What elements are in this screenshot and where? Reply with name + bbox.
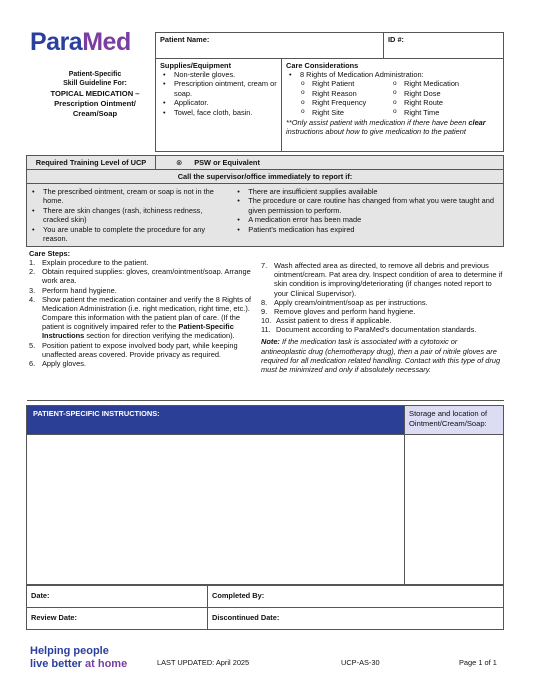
list-item: • 8 Rights of Medication Administration: [286,70,499,79]
care-step: 3. Perform hand hygiene. [29,285,117,295]
care-step: 9. Remove gloves and perform hand hygiene. [261,306,416,316]
instructions-section [26,405,504,585]
page-number: Page 1 of 1 [459,658,497,667]
report-item: • There are insufficient supplies available [234,187,501,196]
supplies-list [160,70,277,117]
tagline: Helping people live better at home [30,645,128,670]
report-item: • There are skin changes (rash, itchiness redness, cracked skin) [29,206,230,225]
supplies-section: Supplies/Equipment • Non-sterile gloves. • Prescription ointment, cream or soap. • Applicator. • Towel, face cloth, basin. [156,59,282,151]
report-item: • You are unable to complete the procedure for any reason. [29,225,230,244]
report-item: • The prescribed ointment, cream or soap is not in the home. [29,187,230,206]
training-label: Required Training Level of UCP [35,158,147,167]
guideline-title: Patient-Specific Skill Guideline For: TOPICAL MEDICATION – Prescription Ointment/ Cream/Soap [50,71,140,119]
right-item: o Right Reason [298,89,390,98]
list-item: • Applicator. [160,98,277,107]
right-item: o Right Frequency [298,98,390,107]
instructions-title: PATIENT-SPECIFIC INSTRUCTIONS: [33,409,160,418]
cytotoxic-note: Note: If the medication task is associated with a cytotoxic or antineoplastic drug (chemotherapy drug), then a pair of nitrile gloves are required for all medication related handling. Contact with this type of drug must be minimized and only if absolutely necessary. [261,337,501,375]
care-note: **Only assist patient with medication if there have been clear instructions about how to give medication to the patient [286,117,486,137]
right-item: o Right Dose [390,89,459,98]
signoff-table [26,585,504,630]
header-table [155,32,504,152]
care-step: 4. Show patient the medication container and verify the 8 Rights of Medication Administration (i.e. right medication, right time, etc.). Compare this information with the patient plan of care. (If the patient is cognitively impaired refer to the Patient-Specific Instructions section for direction verifying the medication). [29,294,252,341]
care-step: 8. Apply cream/ointment/soap as per instructions. [261,297,428,307]
right-item: o Right Patient [298,79,390,88]
list-item: • Non-sterile gloves. [160,70,277,79]
review-date-label: Review Date: [31,613,78,622]
care-step: 2. Obtain required supplies: gloves, cream/ointment/soap. Arrange work area. [29,267,251,286]
care-considerations-section: Care Considerations • 8 Rights of Medication Administration: o Right Patient o Right Reason o Right Frequency o Right Site o Right Medication o Right Dose o Right Route o Right Time **Only assist patient with medication if there have been clear instructions about how to give medication to the patient [282,59,503,151]
instructions-field[interactable] [31,438,399,580]
report-item: • Patient’s medication has expired [234,225,501,234]
patient-name-label: Patient Name: [160,35,210,44]
care-steps-title: Care Steps: [29,249,71,258]
care-steps-section [27,249,504,401]
right-item: o Right Time [390,108,459,117]
right-item: o Right Route [390,98,459,107]
care-step: 1. Explain procedure to the patient. [29,258,149,267]
training-report-table [26,155,504,247]
report-title: Call the supervisor/office immediately to report if: [177,172,353,181]
storage-field[interactable] [409,438,499,580]
care-step: 5. Position patient to expose involved body part, while keeping unaffected areas covered. Provide privacy as required. [29,340,238,359]
training-value: PSW or Equivalent [194,158,260,167]
report-item: • A medication error has been made [234,215,501,224]
training-symbol: ⊗ [176,158,183,167]
discontinued-date-label: Discontinued Date: [212,613,280,622]
last-updated: LAST UPDATED: April 2025 [157,658,250,667]
report-item: • The procedure or care routine has changed from what you were taught and given permission to perform. [234,196,501,215]
storage-label: Storage and location of Ointment/Cream/Soap: [405,406,503,434]
date-label: Date: [31,591,50,600]
list-item: • Towel, face cloth, basin. [160,108,277,117]
care-step: 11. Document according to ParaMed’s documentation standards. [261,325,477,335]
paramed-logo: ParaMed [30,28,131,56]
document-code: UCP-AS-30 [341,658,380,667]
right-item: o Right Site [298,108,390,117]
right-item: o Right Medication [390,79,459,88]
care-step: 6. Apply gloves. [29,358,86,368]
id-label: ID #: [388,35,405,44]
list-item: • Prescription ointment, cream or soap. [160,79,277,98]
care-step: 7. Wash affected area as directed, to remove all debris and previous ointment/cream. Pat area dry. Inspect condition of area to determine if skin condition is improving/deteriorating (if changes noted report to your Clinical Supervisor). [261,261,503,298]
completed-by-label: Completed By: [212,591,265,600]
care-step: 10. Assist patient to dress if applicable. [261,316,392,326]
